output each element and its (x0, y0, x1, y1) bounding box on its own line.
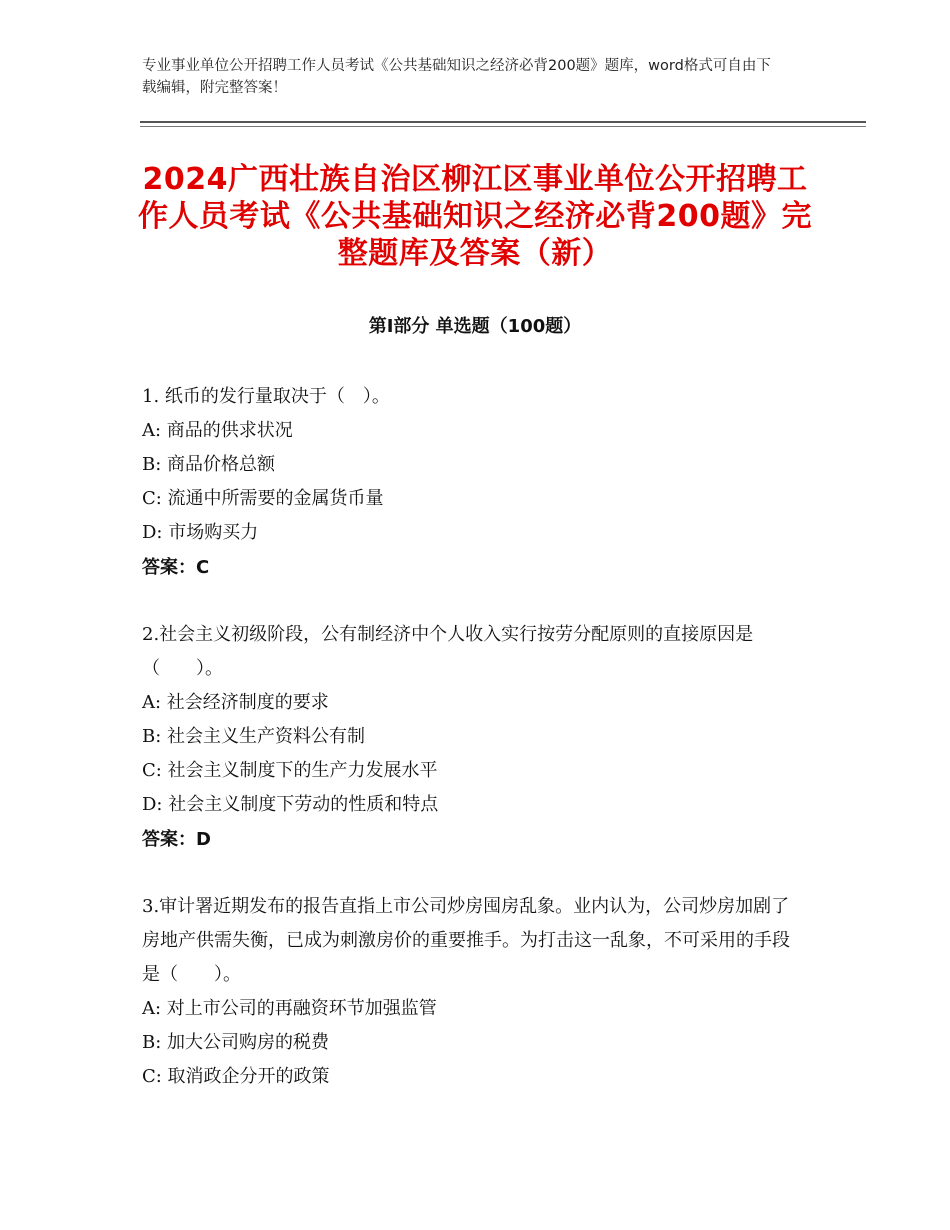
option-c: C: 社会主义制度下的生产力发展水平 (142, 760, 438, 781)
option-c: C: 取消政企分开的政策 (142, 1066, 330, 1087)
answer: 答案：C (142, 557, 210, 578)
header-note: 专业事业单位公开招聘工作人员考试《公共基础知识之经济必背200题》题库，word格式可自由下载编辑，附完整答案！ (142, 58, 771, 96)
answer: 答案：D (142, 829, 211, 850)
option-c: C: 流通中所需要的金属货币量 (142, 488, 384, 509)
section-title: 第Ⅰ部分 单选题（100题） (368, 316, 582, 337)
option-b: B: 社会主义生产资料公有制 (142, 726, 366, 747)
header-divider-thick (140, 121, 866, 123)
document-title: 2024广西壮族自治区柳江区事业单位公开招聘工作人员考试《公共基础知识之经济必背200题》完整题库及答案（新） (137, 162, 813, 271)
option-d: D: 市场购买力 (142, 522, 259, 543)
option-a: A: 社会经济制度的要求 (142, 692, 329, 713)
question-stem: 3.审计署近期发布的报告直指上市公司炒房囤房乱象。业内认为，公司炒房加剧了房地产供需失衡，已成为刺激房价的重要推手。为打击这一乱象，不可采用的手段是（ ）。 (142, 896, 790, 985)
option-d: D: 社会主义制度下劳动的性质和特点 (142, 794, 439, 815)
question-3 (142, 890, 802, 1094)
question-stem: 2.社会主义初级阶段，公有制经济中个人收入实行按劳分配原则的直接原因是（ ）。 (142, 624, 754, 679)
option-a: A: 对上市公司的再融资环节加强监管 (142, 998, 437, 1019)
option-b: B: 加大公司购房的税费 (142, 1032, 330, 1053)
question-stem: 1. 纸币的发行量取决于（ ）。 (142, 386, 390, 407)
option-b: B: 商品价格总额 (142, 454, 276, 475)
question-1 (142, 380, 802, 586)
question-2 (142, 618, 802, 858)
question-list (142, 380, 802, 1126)
header-divider-thin (140, 126, 866, 127)
option-a: A: 商品的供求状况 (142, 420, 293, 441)
